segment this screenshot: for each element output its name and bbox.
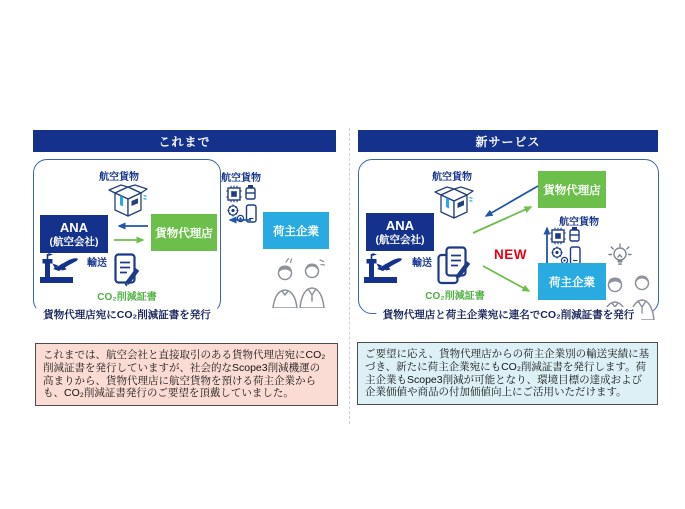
ana-node bbox=[40, 215, 108, 253]
package-icon bbox=[108, 184, 148, 218]
arrow-cargo-to-ana bbox=[113, 222, 149, 230]
co2-certificate-icon bbox=[437, 246, 471, 289]
right-diagram-panel bbox=[358, 159, 659, 321]
right-description-text: ご要望に応え、貨物代理店からの荷主企業別の輸送実績に基づき、新たに荷主企業宛にもCO₂削減証書を発行します。荷主企業もScope3削減が可能となり、環境目標の達成および企業価値や商品の付加価値向上にご活用いただけます。 bbox=[365, 348, 650, 399]
right-description-box bbox=[357, 342, 658, 405]
left-description-box bbox=[35, 343, 338, 406]
air-cargo-label: 航空貨物 bbox=[432, 172, 472, 183]
ana-label: ANA bbox=[385, 217, 415, 233]
arrow-shipper-to-agent bbox=[542, 220, 552, 266]
cargo-agent-node bbox=[538, 171, 606, 208]
co2-certificate-icon bbox=[114, 253, 140, 288]
cargo-goods-icon bbox=[550, 226, 582, 266]
airport-transport-icon bbox=[39, 250, 85, 284]
shipper-node bbox=[538, 263, 606, 300]
people-icon bbox=[270, 256, 330, 308]
shipper-node bbox=[263, 212, 329, 249]
left-description-text: これまでは、航空会社と直接取引のある貨物代理店宛にCO₂削減証書を発行していますが、社会的なScope3削減機運の高まりから、貨物代理店に航空貨物を預ける荷主企業からも、CO₂削減証書発行のご要望を頂戴していました。 bbox=[43, 349, 326, 400]
right-caption: 貨物代理店と荷主企業宛に連名でCO₂削減証書を発行 bbox=[376, 307, 641, 322]
ana-sublabel: (航空会社) bbox=[49, 235, 99, 248]
left-header-bar bbox=[33, 130, 336, 152]
transport-label: 輸送 bbox=[412, 258, 432, 269]
right-header-bar bbox=[358, 130, 658, 152]
ana-label: ANA bbox=[59, 219, 89, 235]
package-icon bbox=[434, 186, 474, 220]
air-cargo-label: 航空貨物 bbox=[99, 172, 139, 183]
airport-transport-icon bbox=[363, 250, 409, 284]
air-cargo-label: 航空貨物 bbox=[221, 173, 261, 184]
transport-label: 輸送 bbox=[87, 258, 107, 269]
new-badge: NEW bbox=[494, 247, 527, 262]
left-diagram-panel bbox=[33, 159, 221, 321]
shipper-label: 荷主企業 bbox=[273, 225, 319, 238]
left-caption: 貨物代理店宛にCO₂削減証書を発行 bbox=[36, 307, 217, 322]
arrow-certificate-to-agent bbox=[113, 236, 149, 244]
ana-sublabel: (航空会社) bbox=[375, 233, 425, 246]
co2-certificate-label: CO₂削減証書 bbox=[425, 291, 485, 302]
left-header-label: これまで bbox=[158, 134, 211, 149]
arrow-certificate-to-shipper bbox=[480, 264, 538, 296]
ana-node bbox=[366, 213, 434, 251]
arrow-certificate-to-agent bbox=[469, 202, 539, 236]
shipper-label: 荷主企業 bbox=[549, 276, 595, 289]
co2-certificate-label: CO₂削減証書 bbox=[97, 292, 157, 303]
cargo-agent-node bbox=[151, 214, 217, 251]
right-header-label: 新サービス bbox=[475, 134, 541, 149]
arrow-shipper-to-agent bbox=[224, 216, 252, 224]
cargo-agent-label: 貨物代理店 bbox=[543, 184, 601, 197]
column-divider bbox=[349, 128, 350, 424]
lightbulb-icon bbox=[609, 244, 631, 265]
cargo-agent-label: 貨物代理店 bbox=[155, 227, 213, 240]
air-cargo-label: 航空貨物 bbox=[559, 217, 599, 228]
